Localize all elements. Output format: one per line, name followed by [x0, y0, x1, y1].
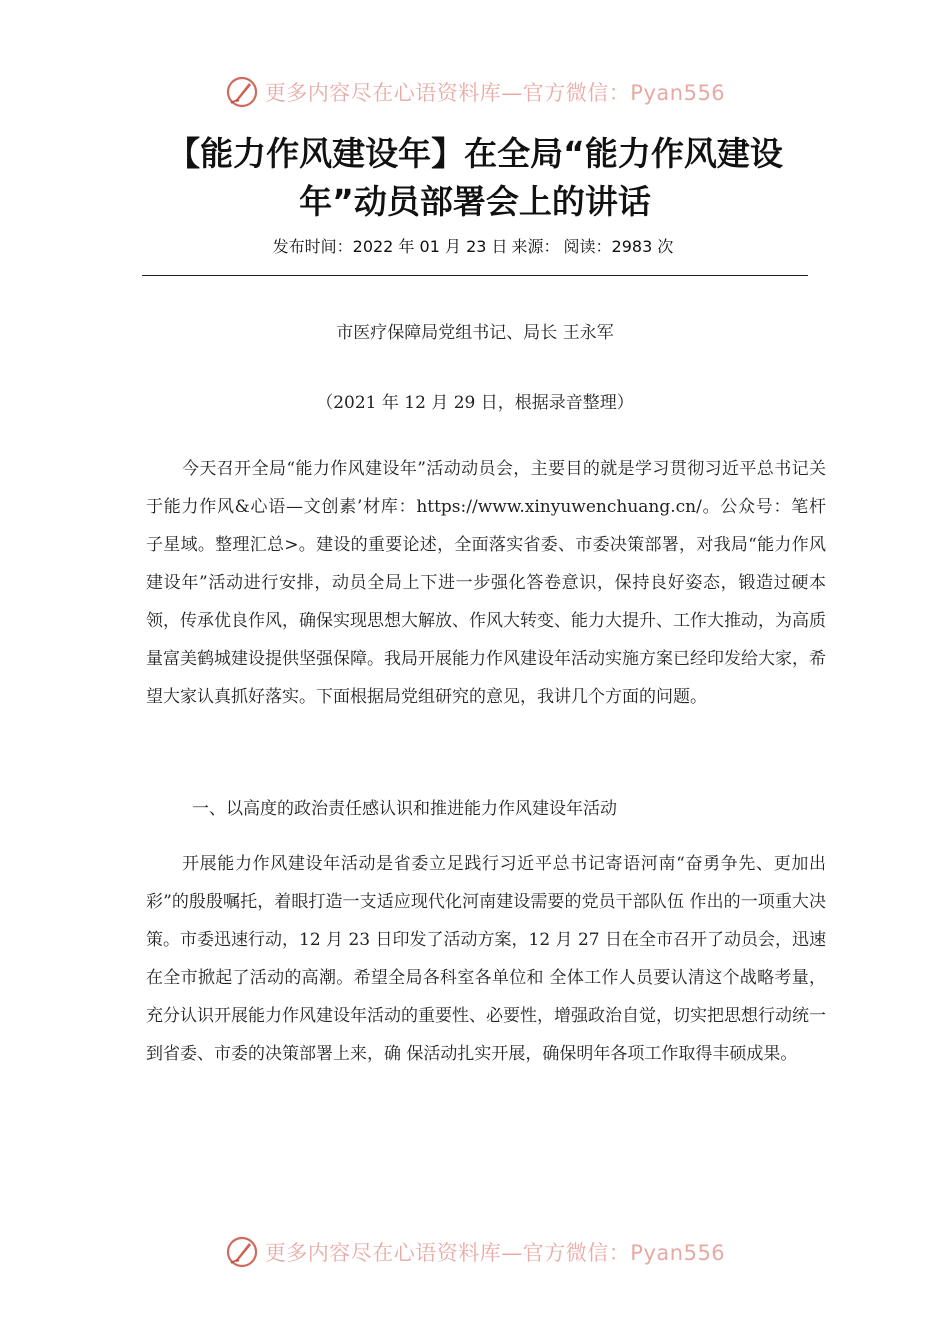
watermark-header [0, 72, 950, 112]
section-heading-1: 一、以高度的政治责任感认识和推进能力作风建设年活动 [192, 799, 617, 819]
watermark-footer [0, 1232, 950, 1272]
article-meta [150, 234, 800, 257]
quill-logo-icon [225, 1235, 259, 1269]
quill-logo-icon [225, 75, 259, 109]
date-note: （2021 年 12 月 29 日，根据录音整理） [316, 393, 634, 413]
title-divider [142, 275, 808, 276]
watermark-text: 更多内容尽在心语资料库—官方微信：Pyan556 [264, 1241, 726, 1265]
paragraph-section-1: 开展能力作风建设年活动是省委立足践行习近平总书记寄语河南“奋勇争先、更加出彩”的殷殷嘱托，着眼打造一支适应现代化河南建设需要的党员干部队伍 作出的一项重大决策。市委迅速行动，12 月 23 日印发了活动方案，12 月 27 日在全市召开了动员会，迅速在全市掀起了活动的高潮。希望全局各科室各单位和 全体工作人员要认清这个战略考量，充分认识开展能力作风建设年活动的重要性、必要性，增强政治自觉，切实把思想行动统一到省委、市委的决策部署上来，确 保活动扎实开展，确保明年各项工作取得丰硕成果。 [146, 854, 826, 1064]
article-title: 【能力作风建设年】在全局“能力作风建设年”动员部署会上的讲话 [167, 134, 783, 221]
watermark-text: 更多内容尽在心语资料库—官方微信：Pyan556 [264, 81, 726, 105]
paragraph-intro: 今天召开全局“能力作风建设年”活动动员会，主要目的就是学习贯彻习近平总书记关于能力作风&心语—文创素’材库：https://www.xinyuwenchuang.cn/。公众号：笔杆子星域。整理汇总>。建设的重要论述，全面落实省委、市委决策部署，对我局“能力作风建设年”活动进行安排，动员全局上下进一步强化答卷意识，保持良好姿态，锻造过硬本领，传承优良作风，确保实现思想大解放、作风大转变、能力大提升、工作大推动，为高质量富美鹤城建设提供坚强保障。我局开展能力作风建设年活动实施方案已经印发给大家，希望大家认真抓好落实。下面根据局党组研究的意见，我讲几个方面的问题。 [146, 459, 826, 707]
publish-time: 发布时间：2022 年 01 月 23 日 [272, 237, 508, 256]
source: 来源： [511, 237, 560, 256]
author-line: 市医疗保障局党组书记、局长 王永军 [336, 323, 614, 343]
read-count: 阅读：2983 次 [563, 237, 674, 256]
